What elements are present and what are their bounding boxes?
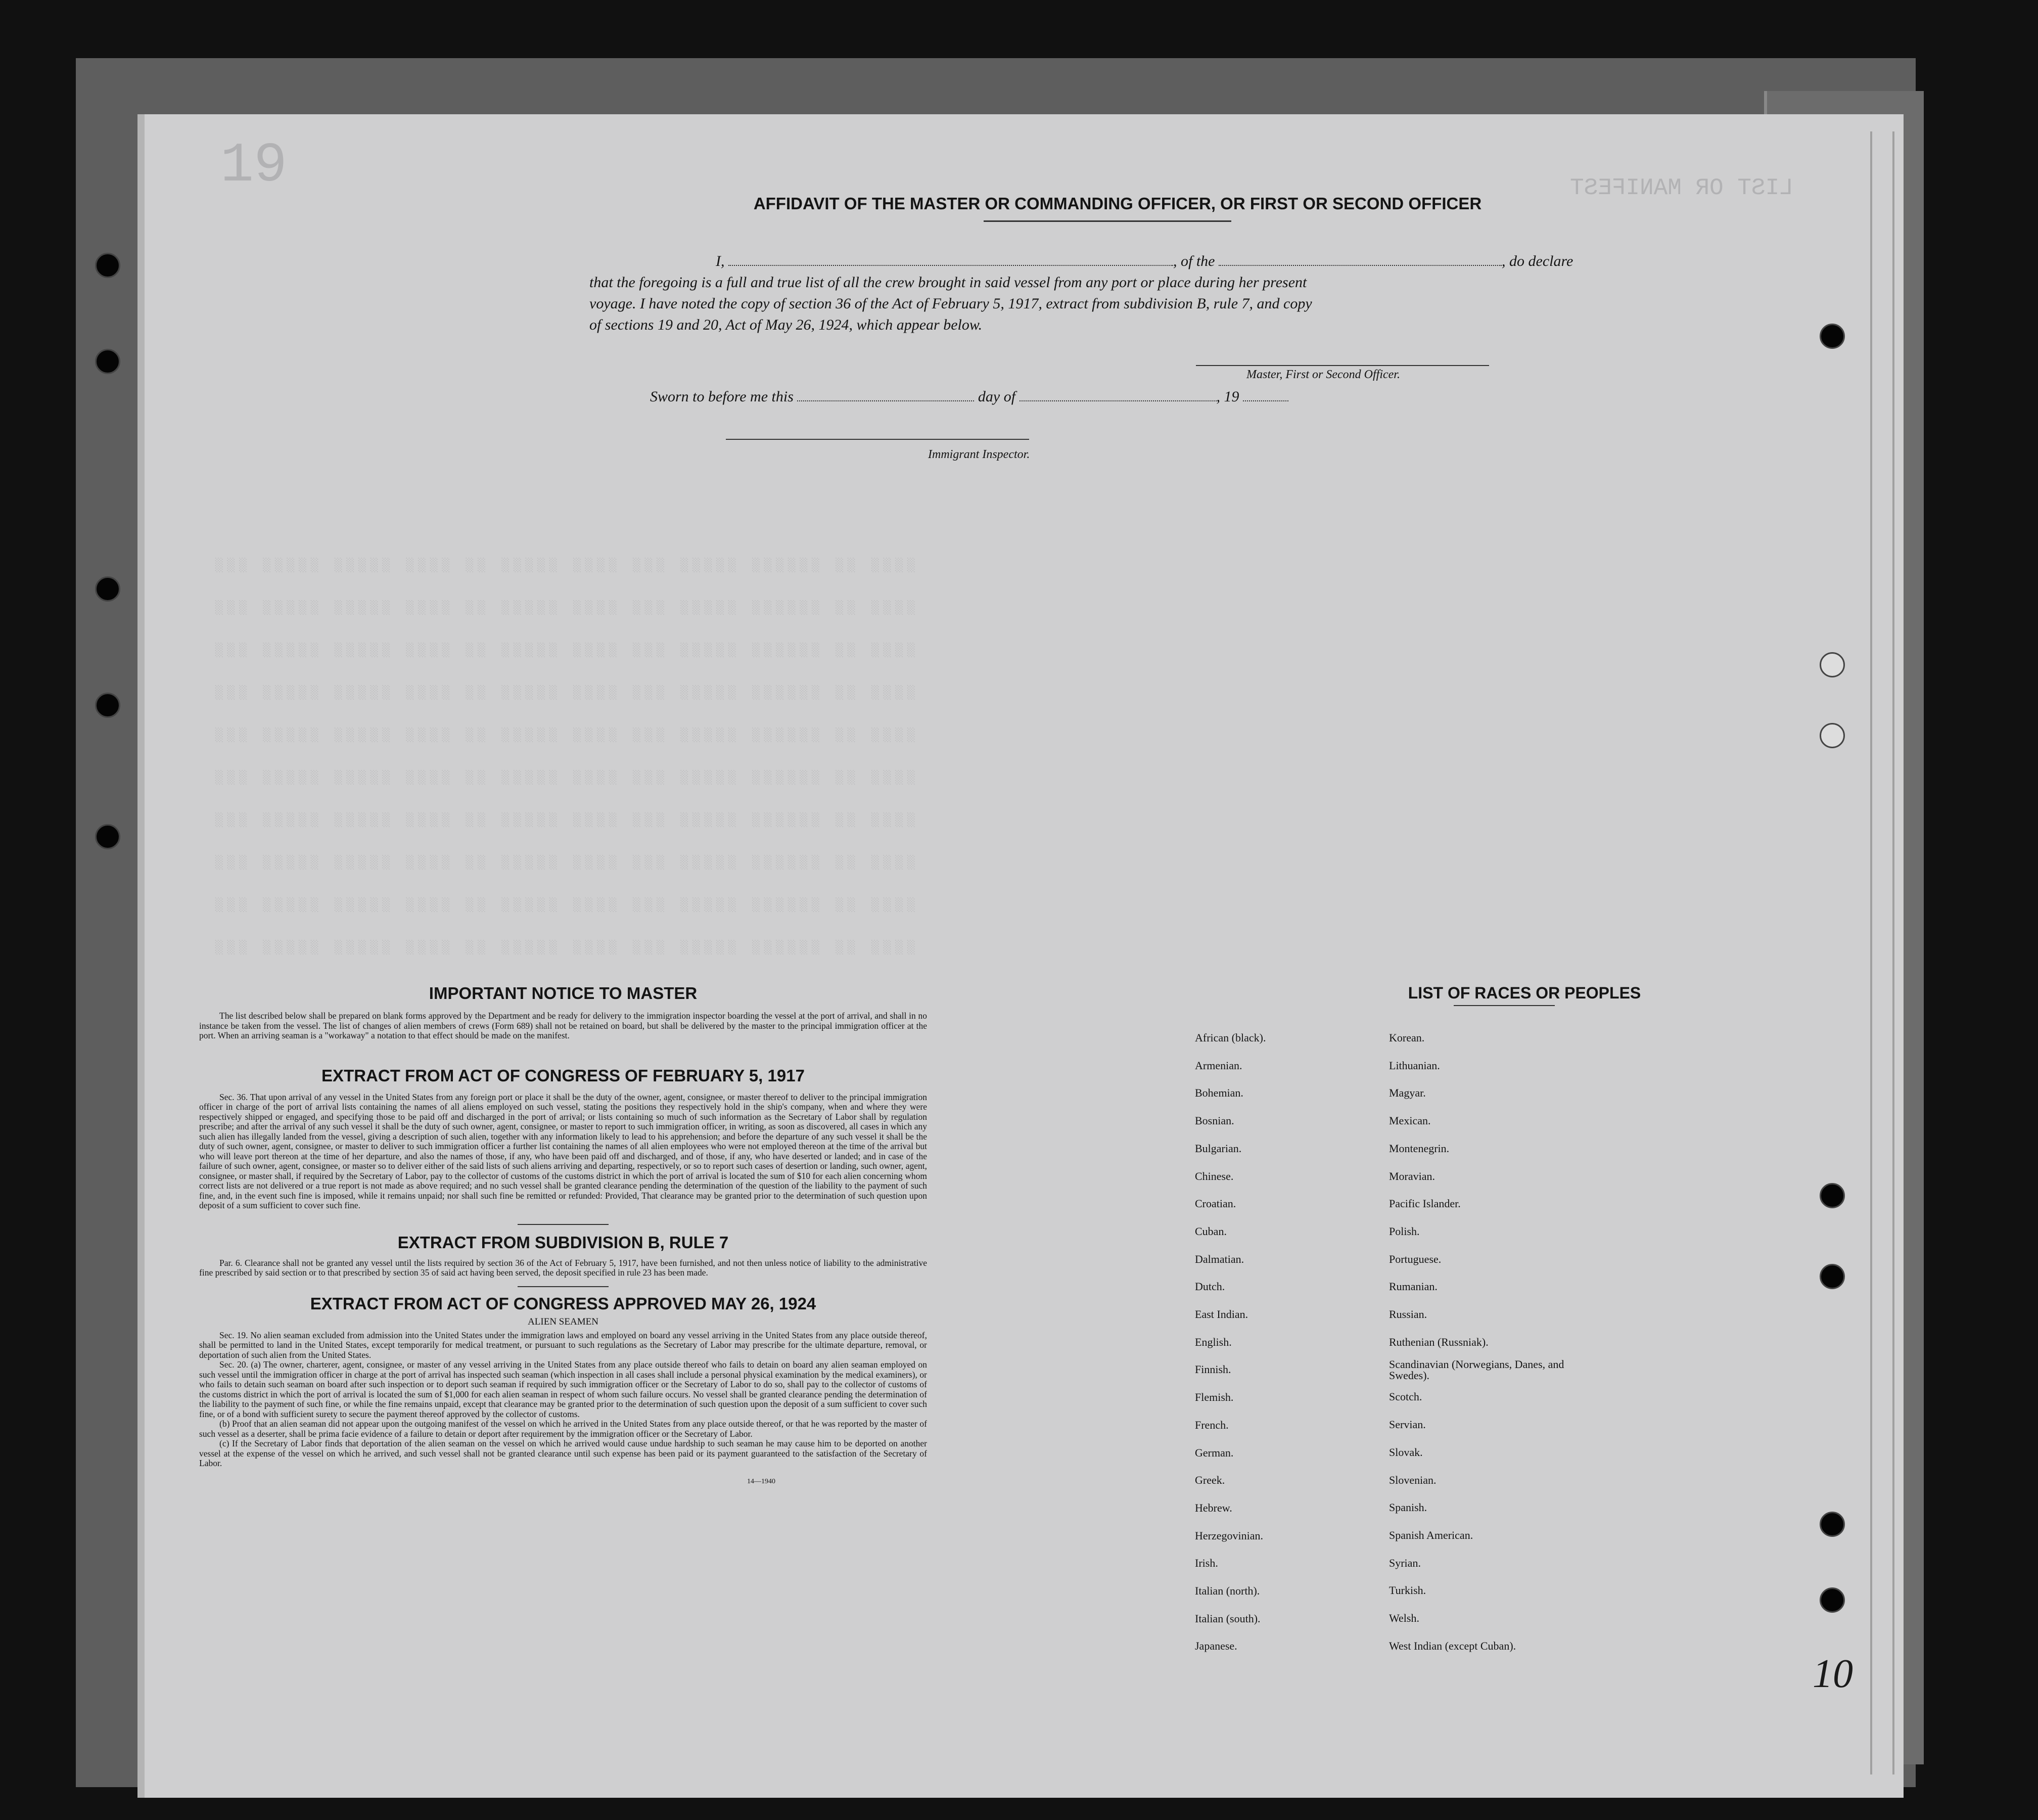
race-item: Flemish.: [1195, 1391, 1234, 1404]
extract-rule7-title: EXTRACT FROM SUBDIVISION B, RULE 7: [397, 1233, 729, 1252]
punch-hole: [1820, 1264, 1845, 1289]
race-item: Scotch.: [1389, 1390, 1422, 1403]
punch-hole: [1820, 324, 1845, 349]
name-blank: [728, 252, 1173, 266]
month-blank: [1020, 387, 1217, 401]
race-item: Cuban.: [1195, 1224, 1227, 1238]
bleed-through-heading: LIST OR MANIFEST: [1570, 175, 1793, 201]
notice-section: [199, 984, 927, 1486]
manifest-page: [137, 114, 1904, 1798]
punch-hole: [95, 693, 120, 718]
race-item: Spanish American.: [1389, 1528, 1473, 1541]
race-item: Servian.: [1389, 1418, 1426, 1431]
race-item: Portuguese.: [1389, 1252, 1442, 1265]
race-item: Magyar.: [1389, 1086, 1426, 1100]
races-right-column: [1389, 1024, 1571, 1660]
affidavit-line-2: that the foregoing is a full and true list of all the crew brought in said vessel from any port or place during her present: [589, 274, 1307, 291]
inspector-label: Immigrant Inspector.: [928, 448, 1030, 461]
alien-seamen-subtitle: ALIEN SEAMEN: [528, 1316, 598, 1327]
race-item: Japanese.: [1195, 1640, 1237, 1653]
punch-hole: [95, 349, 120, 374]
race-item: Croatian.: [1195, 1197, 1236, 1210]
races-underline: [1454, 1005, 1555, 1006]
handwritten-corner-mark: 10: [1813, 1652, 1853, 1696]
inspector-signature-line: [726, 439, 1029, 440]
master-signature-label: Master, First or Second Officer.: [1246, 368, 1400, 381]
race-item: Dutch.: [1195, 1280, 1225, 1293]
race-item: Slovenian.: [1389, 1473, 1437, 1486]
race-item: Chinese.: [1195, 1169, 1234, 1182]
extract-1917-text: Sec. 36. That upon arrival of any vessel in the United States from any foreign port or place it shall be the duty of the owner, agent, consignee, or master thereof to deliver to the principal immigration officer in charge of the port of arrival lists containing the names of all aliens employed on such vessel, stating the positions they respectively hold in the ship's company, when and where they were respectively shipped or engaged, and specifying those to be paid off and discharged in the port of arrival; or lists containing so much of such information as the Secretary of Labor shall by regulation prescribe; and after the arrival of any such vessel it shall be the duty of such owner, agent, consignee, or master to report to such immigration officer, in writing, as soon as discovered, all cases in which any such alien has illegally landed from the vessel, giving a description of such alien, together with any information likely to lead to his apprehension; and before the departure of any such vessel it shall be the duty of such owner, agent, consignee, or master to deliver to such immigration officer a further list containing the names of all alien employees who were not employed thereon at the time of the arrival but who will leave port thereon at the time of her departure, and also the names of those, if any, who have been paid off and discharged, and of those, if any, who have deserted or landed; and in case of the failure of such owner, agent, consignee, or master so to deliver either of the said lists of such aliens arriving and departing, respectively, or so to report such cases of desertion or landing, such owner, agent, consignee, or master shall, if required by the Secretary of Labor, pay to the collector of customs of the customs district in which the port of arrival is located the sum of $10 for each alien concerning whom correct lists are not delivered or a true report is not made as above required; and no such vessel shall be granted clearance pending the determination of the question of the liability to the payment of such fine, and, in the event such fine is imposed, while it remains unpaid; nor shall such fine be remitted or refunded: Provided, That clearance may be granted prior to the determination of such question upon deposit of a sum sufficient to cover such fine.: [199, 1091, 927, 1210]
sec19-text: Sec. 19. No alien seaman excluded from admission into the United States under the immigration laws and employed on board any vessel arriving in the United States from any place outside thereof, shall be permitted to land in the United States, except temporarily for medical treatment, or pursuant to such regulations as the Secretary of Labor may prescribe for the ultimate departure, removal, or deportation of such alien from the United States.: [199, 1330, 927, 1360]
race-item: Slovak.: [1389, 1445, 1423, 1459]
affidavit-line-4: of sections 19 and 20, Act of May 26, 1924, which appear below.: [589, 316, 983, 333]
race-item: Lithuanian.: [1389, 1059, 1440, 1072]
race-item: East Indian.: [1195, 1308, 1248, 1321]
race-item: Irish.: [1195, 1557, 1218, 1570]
punch-hole: [95, 253, 120, 278]
affidavit-body: [589, 251, 1666, 336]
punch-hole: [1820, 1183, 1845, 1208]
race-item: Spanish.: [1389, 1501, 1427, 1514]
race-item: Greek.: [1195, 1474, 1225, 1487]
race-item: Bosnian.: [1195, 1114, 1234, 1127]
form-number: 14—1940: [747, 1477, 775, 1485]
race-item: Dalmatian.: [1195, 1252, 1244, 1265]
punch-hole: [95, 824, 120, 849]
race-item: West Indian (except Cuban).: [1389, 1639, 1516, 1652]
race-item: Hebrew.: [1195, 1501, 1232, 1514]
bleed-through-page-number: 19: [220, 134, 288, 198]
race-item: Rumanian.: [1389, 1280, 1438, 1293]
title-underline: [984, 220, 1231, 222]
race-item: African (black).: [1195, 1031, 1266, 1044]
punch-hole: [95, 576, 120, 602]
affidavit-declare: , do declare: [1502, 253, 1573, 269]
race-item: Italian (south).: [1195, 1612, 1261, 1625]
race-item: Ruthenian (Russniak).: [1389, 1335, 1489, 1348]
page-edge: [1870, 131, 1894, 1774]
vessel-blank: [1219, 252, 1502, 266]
race-item: Italian (north).: [1195, 1584, 1260, 1598]
day-blank: [797, 387, 974, 401]
race-item: Herzegovinian.: [1195, 1529, 1263, 1542]
bleed-through-crew-rows: ░░░ ░░░░░ ░░░░░ ░░░░ ░░ ░░░░░ ░░░░ ░░░ ░░░░░ ░░░░░░ ░░ ░░░░ ░░░ ░░░░░ ░░░░░ ░░░░ ░░ ░░░░░ ░░░░ ░░░ ░░░░░ ░░░░░░ ░░ ░░░░ ░░░ ░░░░░ ░░░░░ ░░░░ ░░ ░░░░░ ░░░░ ░░░ ░░░░░ ░░░░░░ ░░ ░░░░ ░░░ ░░░░░ ░░░░░ ░░░░ ░░ ░░░░░ ░░░░ ░░░ ░░░░░ ░░░░░░ ░░ ░░░░ ░░░ ░░░░░ ░░░░░ ░░░░ ░░ ░░░░░ ░░░░ ░░░ ░░░░░ ░░░░░░ ░░ ░░░░ ░░░ ░░░░░ ░░░░░ ░░░░ ░░ ░░░░░ ░░░░ ░░░ ░░░░░ ░░░░░░ ░░ ░░░░ ░░░ ░░░░░ ░░░░░ ░░░░ ░░ ░░░░░ ░░░░ ░░░ ░░░░░ ░░░░░░ ░░ ░░░░ ░░░ ░░░░░ ░░░░░ ░░░░ ░░ ░░░░░ ░░░░ ░░░ ░░░░░ ░░░░░░ ░░ ░░░░ ░░░ ░░░░░ ░░░░░ ░░░░ ░░ ░░░░░ ░░░░ ░░░ ░░░░░ ░░░░░░ ░░ ░░░░ ░░░ ░░░░░ ░░░░░ ░░░░ ░░ ░░░░░ ░░░░ ░░░ ░░░░░ ░░░░░░ ░░ ░░░░: [215, 558, 919, 955]
race-item: Russian.: [1389, 1308, 1427, 1321]
race-item: Montenegrin.: [1389, 1142, 1450, 1155]
race-item: Turkish.: [1389, 1584, 1426, 1597]
divider: [518, 1286, 609, 1287]
extract-1924-title: EXTRACT FROM ACT OF CONGRESS APPROVED MAY 26, 1924: [310, 1294, 816, 1313]
race-item: Armenian.: [1195, 1059, 1242, 1072]
affidavit-of-the: , of the: [1173, 253, 1215, 269]
race-item: Mexican.: [1389, 1114, 1431, 1127]
races-left-column: [1195, 1024, 1266, 1660]
race-item: Polish.: [1389, 1224, 1420, 1238]
divider: [518, 1224, 609, 1225]
race-item: Scandinavian (Norwegians, Danes, and Swedes).: [1389, 1358, 1564, 1382]
punch-hole: [1820, 723, 1845, 748]
year-prefix: , 19: [1216, 388, 1239, 405]
extract-1917-title: EXTRACT FROM ACT OF CONGRESS OF FEBRUARY 5, 1917: [321, 1066, 805, 1085]
race-item: Korean.: [1389, 1031, 1425, 1044]
year-blank: [1243, 387, 1288, 401]
affidavit-title: AFFIDAVIT OF THE MASTER OR COMMANDING OFFICER, OR FIRST OR SECOND OFFICER: [753, 194, 1482, 213]
race-item: Bohemian.: [1195, 1086, 1243, 1100]
affidavit-line-3: voyage. I have noted the copy of section 36 of the Act of February 5, 1917, extract from subdivision B, rule 7, and copy: [589, 295, 1312, 312]
sworn-statement: [589, 387, 1288, 405]
day-of-text: day of: [978, 388, 1016, 405]
affidavit-i: I,: [716, 253, 725, 269]
race-item: Syrian.: [1389, 1556, 1421, 1569]
races-title: LIST OF RACES OR PEOPLES: [1408, 984, 1641, 1002]
race-item: Pacific Islander.: [1389, 1197, 1461, 1210]
punch-hole: [1820, 652, 1845, 677]
punch-hole: [1820, 1512, 1845, 1537]
race-item: English.: [1195, 1335, 1232, 1348]
race-item: Welsh.: [1389, 1612, 1419, 1625]
race-item: Bulgarian.: [1195, 1142, 1242, 1155]
race-item: Finnish.: [1195, 1363, 1231, 1376]
sec20b-text: (b) Proof that an alien seaman did not appear upon the outgoing manifest of the vessel on which he arrived in the United States from any place outside thereof, or that he was reported by the master of such vessel as a deserter, shall be prima facie evidence of a failure to detain or deport after requirement by the immigration officer or the Secretary of Labor.: [199, 1419, 927, 1439]
sec20a-text: Sec. 20. (a) The owner, charterer, agent, consignee, or master of any vessel arriving in the United States from any place outside thereof who fails to detain on board any alien seaman employed on such vessel until the immigration officer in charge at the port of arrival has inspected such seaman (which inspection in all cases shall include a personal physical examination by the medical examiners), or who fails to detain such seaman on board after such inspection or to deport such seaman if required by such immigration officer or the Secretary of Labor to do so, shall pay to the collector of customs of the customs district in which the port of arrival is located the sum of $1,000 for each alien seaman in respect of whom such failure occurs. No vessel shall be granted clearance pending the determination of the liability to the payment of such fine, or while the fine remains unpaid, except that clearance may be granted prior to the determination of such question upon the deposit of a sum sufficient to cover such fine, or of a bond with sufficient surety to secure the payment thereof approved by the collector of customs.: [199, 1359, 927, 1419]
notice-text: The list described below shall be prepared on blank forms approved by the Department and be ready for delivery to the immigration inspector boarding the vessel at the port of arrival, and shall in no instance be taken from the vessel. The list of changes of alien members of crews (Form 689) shall not be retained on board, but shall be delivered by the master to the principal immigration officer at the port. When an arriving seaman is a "workaway" a notation to that effect should be made on the manifest.: [199, 1011, 927, 1040]
master-signature-line: [1196, 365, 1489, 366]
race-item: Moravian.: [1389, 1169, 1435, 1182]
sworn-before-text: Sworn to before me this: [650, 388, 794, 405]
sec20c-text: (c) If the Secretary of Labor finds that deportation of the alien seaman on the vessel on which he arrived would cause undue hardship to such seaman he may cause him to be deported on another vessel at the expense of the vessel on which he arrived, and such vessel shall not be granted clearance until such expense has been paid or its payment guaranteed to the satisfaction of the Secretary of Labor.: [199, 1438, 927, 1468]
race-item: French.: [1195, 1418, 1229, 1431]
notice-title: IMPORTANT NOTICE TO MASTER: [429, 984, 698, 1003]
punch-hole: [1820, 1587, 1845, 1613]
extract-rule7-text: Par. 6. Clearance shall not be granted any vessel until the lists required by section 36 of the Act of February 5, 1917, have been furnished, and not then unless notice of liability to the administrative fine prescribed by said section or to that prescribed by section 35 of said act having been served, the deposit specified in rule 23 has been made.: [199, 1257, 927, 1278]
race-item: German.: [1195, 1446, 1234, 1459]
